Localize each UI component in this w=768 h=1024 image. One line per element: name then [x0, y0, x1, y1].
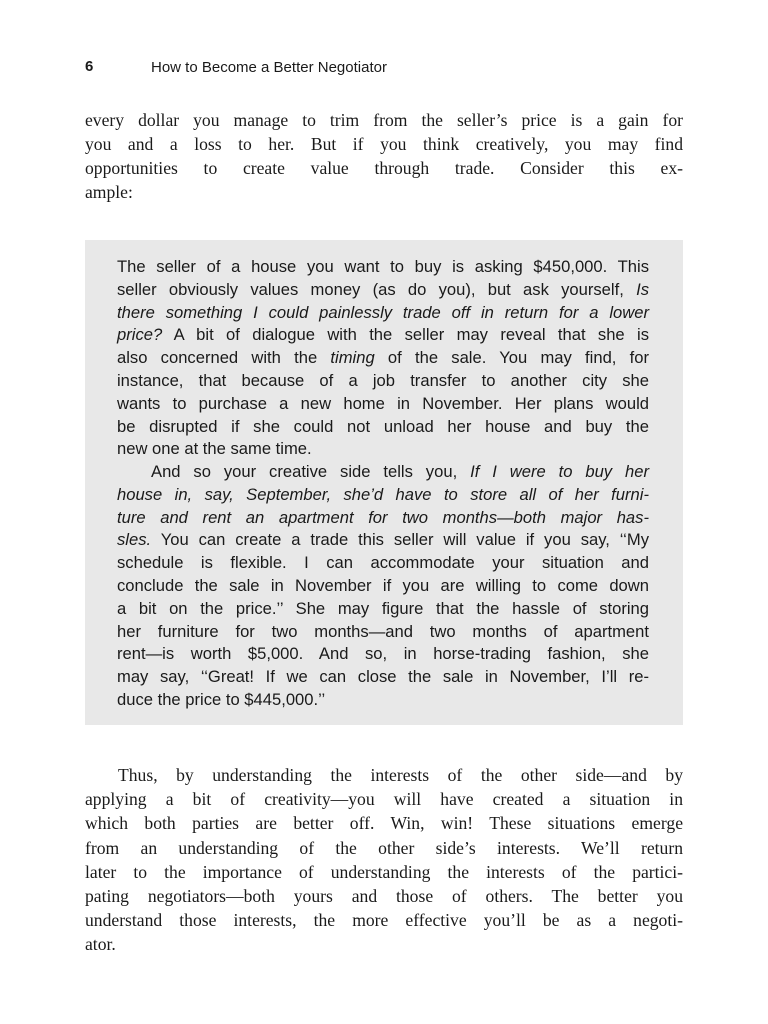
example-text-run: of the sale. You may find, for — [374, 348, 650, 367]
intro-line: opportunities to create value through trade. Consider this ex- — [85, 158, 683, 178]
running-title: How to Become a Better Negotiator — [151, 59, 387, 76]
example-line — [117, 439, 312, 459]
example-text-run: schedule is flexible. I can accommodate your situation and — [117, 553, 649, 572]
intro-line: you and a loss to her. But if you think creatively, you may find — [85, 134, 683, 154]
example-text-run: her furniture for two months—and two months of apartment — [117, 622, 649, 641]
example-text-run: seller obviously values money (as do you), but ask yourself, — [117, 280, 637, 299]
page-number: 6 — [85, 58, 94, 75]
example-line — [117, 576, 649, 596]
example-italic-run: If I were to buy her — [470, 462, 649, 481]
conclusion-line: which both parties are better off. Win, win! These situations emerge — [85, 813, 683, 833]
example-line — [117, 485, 649, 505]
example-text-run: duce the price to $445,000.’’ — [117, 690, 326, 709]
example-text-run: instance, that because of a job transfer to another city she — [117, 371, 649, 390]
example-italic-run: price? — [117, 325, 163, 344]
example-text-run: And so your creative side tells you, — [151, 462, 471, 481]
example-italic-run: sles. — [117, 530, 152, 549]
conclusion-line: understand those interests, the more effective you’ll be as a negoti- — [85, 910, 683, 930]
example-text-run: may say, ‘‘Great! If we can close the sale in November, I’ll re- — [117, 667, 649, 686]
conclusion-line: from an understanding of the other side’s interests. We’ll return — [85, 838, 683, 858]
example-line — [117, 667, 649, 687]
example-italic-run: house in, say, September, she’d have to store all of her furni- — [117, 485, 649, 504]
intro-line: every dollar you manage to trim from the seller’s price is a gain for — [85, 110, 683, 130]
example-text-run: also concerned with the — [117, 348, 331, 367]
example-text-run: a bit on the price.’’ She may figure that the hassle of storing — [117, 599, 649, 618]
example-line — [117, 303, 649, 323]
example-italic-run: there something I could painlessly trade off in return for a lower — [117, 303, 649, 322]
intro-line: ample: — [85, 182, 133, 202]
example-line — [117, 257, 649, 277]
example-text-run: rent—is worth $5,000. And so, in horse-trading fashion, she — [117, 644, 649, 663]
example-line — [117, 644, 649, 664]
conclusion-line: pating negotiators—both yours and those of others. The better you — [85, 886, 683, 906]
conclusion-line: applying a bit of creativity—you will have created a situation in — [85, 789, 683, 809]
example-italic-run: Is — [636, 280, 649, 299]
example-line — [117, 553, 649, 573]
conclusion-line: later to the importance of understanding the interests of the partici- — [85, 862, 683, 882]
example-text-run: conclude the sale in November if you are willing to come down — [117, 576, 649, 595]
example-line — [117, 394, 649, 414]
example-line — [117, 622, 649, 642]
example-line — [117, 530, 649, 550]
conclusion-line: Thus, by understanding the interests of the other side—and by — [118, 765, 683, 785]
example-line — [117, 280, 649, 300]
example-text-run: be disrupted if she could not unload her house and buy the — [117, 417, 649, 436]
example-text-run: A bit of dialogue with the seller may reveal that she is — [162, 325, 649, 344]
example-text-run: You can create a trade this seller will value if you say, ‘‘My — [151, 530, 649, 549]
example-italic-run: ture and rent an apartment for two months—both major has- — [117, 508, 649, 527]
example-line — [117, 348, 649, 368]
example-text-run: wants to purchase a new home in November. Her plans would — [117, 394, 649, 413]
example-line — [117, 371, 649, 391]
example-text-run: The seller of a house you want to buy is asking $450,000. This — [117, 257, 649, 276]
example-italic-run: timing — [330, 348, 375, 367]
example-line — [151, 462, 649, 482]
example-line — [117, 599, 649, 619]
conclusion-line: ator. — [85, 934, 116, 954]
example-line — [117, 417, 649, 437]
example-line — [117, 325, 649, 345]
example-line — [117, 690, 325, 710]
example-text-run: new one at the same time. — [117, 439, 312, 458]
example-line — [117, 508, 649, 528]
